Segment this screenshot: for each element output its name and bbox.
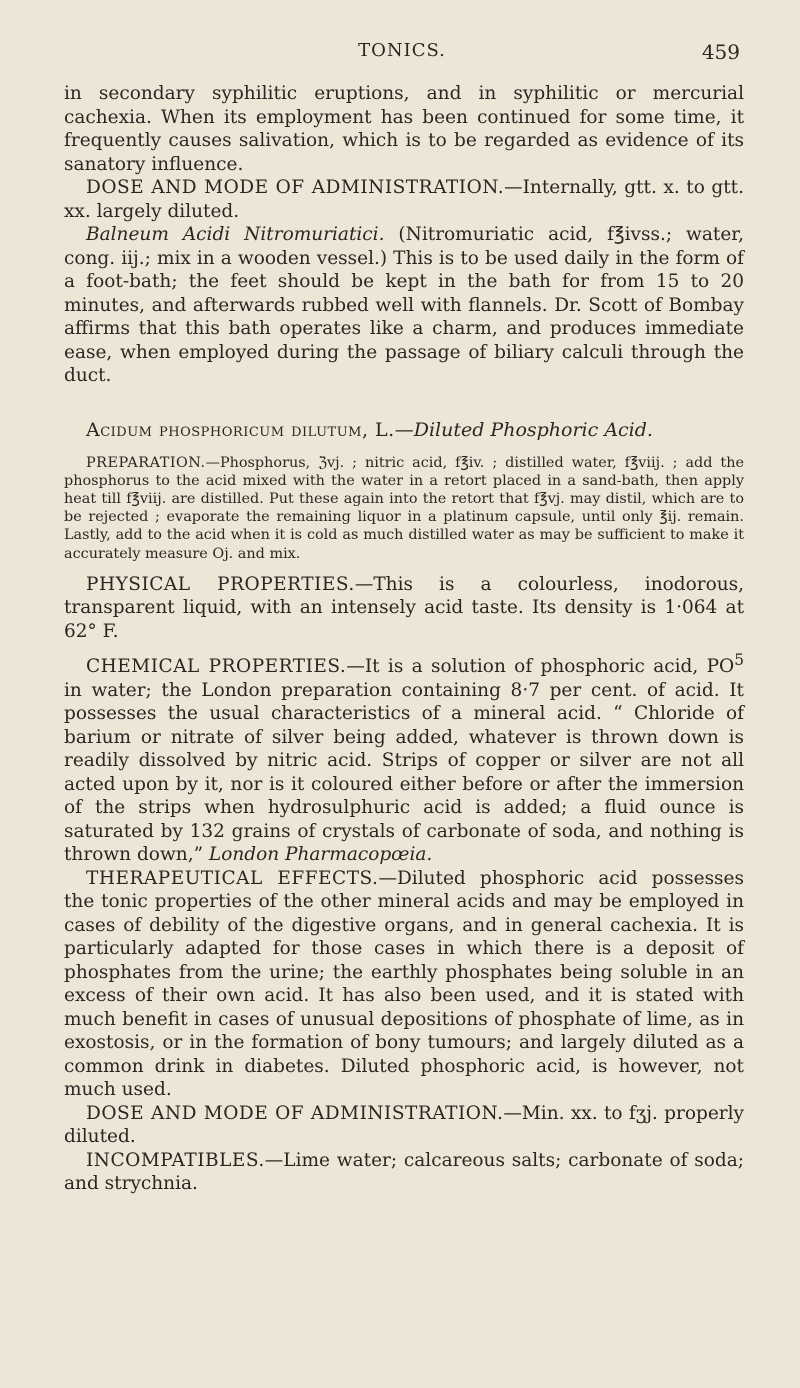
dose-paragraph-nitromuriatic: [64, 176, 744, 223]
running-head: [64, 40, 740, 68]
incompatibles-text: —Lime water; calcareous salts; carbonate of soda; and strychnia.: [64, 1149, 744, 1195]
chemical-properties-paragraph: [64, 649, 744, 867]
dose-text: —Internally, gtt. x. to gtt. xx. largely diluted.: [64, 177, 744, 222]
chemical-source: London Pharmacopœia.: [208, 844, 433, 866]
balneum-title: Balneum Acidi Nitromuriatici.: [86, 224, 385, 245]
chemical-superscript: 5: [734, 651, 745, 670]
running-title: TONICS.: [358, 40, 446, 61]
physical-properties-paragraph: [64, 573, 744, 644]
therapeutical-effects-paragraph: [64, 867, 744, 1102]
physical-label: PHYSICAL PROPERTIES.: [86, 573, 355, 595]
chemical-text-b: in water; the London preparation containing 8·7 per cent. of acid. It possesses the usual characteristics of a mineral acid. “ Chloride of barium or nitrate of silver being added, whatever is thrown down is readily dissolved by nitric acid. Strips of copper or silver are not all acted upon by it, nor is it coloured either before or after the immersion of the strips when hydrosulphuric acid is added; a fluid ounce is saturated by 132 grains of crystals of carbonate of soda, and nothing is thrown down,”: [64, 679, 744, 866]
chemical-label: CHEMICAL PROPERTIES.: [86, 656, 347, 678]
dose-paragraph-phosphoric: [64, 1102, 744, 1149]
balneum-paragraph: [64, 223, 744, 388]
dose-label: DOSE AND MODE OF ADMINISTRATION.: [86, 177, 505, 198]
page-number: 459: [701, 40, 740, 64]
chemical-text-a: —It is a solution of phosphoric acid, PO: [346, 656, 735, 678]
section-name: Acidum phosphoricum dilutum, L.: [86, 418, 395, 441]
section-english-name: —Diluted Phosphoric Acid.: [394, 418, 653, 441]
preparation-label: PREPARATION.: [86, 454, 206, 471]
dose-text: —Min. xx. to fʒj. properly diluted.: [64, 1102, 744, 1148]
continuation-text: in secondary syphilitic eruptions, and in syphilitic or mercurial cachexia. When its employment has been continued for some time, it frequently causes salivation, which is to be regarded as evidence of its sanatory influence.: [64, 83, 744, 175]
section-heading: [64, 418, 744, 442]
therapeutical-label: THERAPEUTICAL EFFECTS.: [86, 867, 379, 889]
continuation-paragraph: [64, 82, 744, 176]
preparation-paragraph: [64, 454, 744, 563]
incompatibles-paragraph: [64, 1149, 744, 1196]
dose-label: DOSE AND MODE OF ADMINISTRATION.: [86, 1102, 504, 1124]
incompatibles-label: INCOMPATIBLES.: [86, 1149, 265, 1171]
preparation-text: —Phosphorus, ℨvj. ; nitric acid, f℥iv. ; distilled water, f℥viij. ; add the phosphorus to the acid mixed with the water in a retort placed in a sand-bath, then apply heat till f℥viij. are distilled. Put these again into the retort that f℥vj. may distil, which are to be rejected ; evaporate the remaining liquor in a platinum capsule, until only ℥ij. remain. Lastly, add to the acid when it is cold as much distilled water as may be sufficient to make it accurately measure Oj. and mix.: [64, 454, 744, 562]
balneum-text: (Nitromuriatic acid, f℥ivss.; water, cong. iij.; mix in a wooden vessel.) This is to be used daily in the form of a foot-bath; the feet should be kept in the bath for from 15 to 20 minutes, and afterwards rubbed well with flannels. Dr. Scott of Bombay affirms that this bath operates like a charm, and produces immediate ease, when employed during the passage of biliary calculi through the duct.: [64, 224, 744, 386]
physical-text: —This is a colourless, inodorous, transparent liquid, with an intensely acid taste. Its density is 1·064 at 62° F.: [64, 573, 744, 642]
therapeutical-text: —Diluted phosphoric acid possesses the tonic properties of the other mineral acids and may be employed in cases of debility of the digestive organs, and in general cachexia. It is particularly adapted for those cases in which there is a deposit of phosphates from the urine; the earthly phosphates being soluble in an excess of their own acid. It has also been used, and it is stated with much benefit in cases of unusual depositions of phosphate of lime, as in exostosis, or in the formation of bony tumours; and largely diluted as a common drink in diabetes. Diluted phosphoric acid, is however, not much used.: [64, 867, 744, 1101]
body-text: [64, 82, 744, 1196]
